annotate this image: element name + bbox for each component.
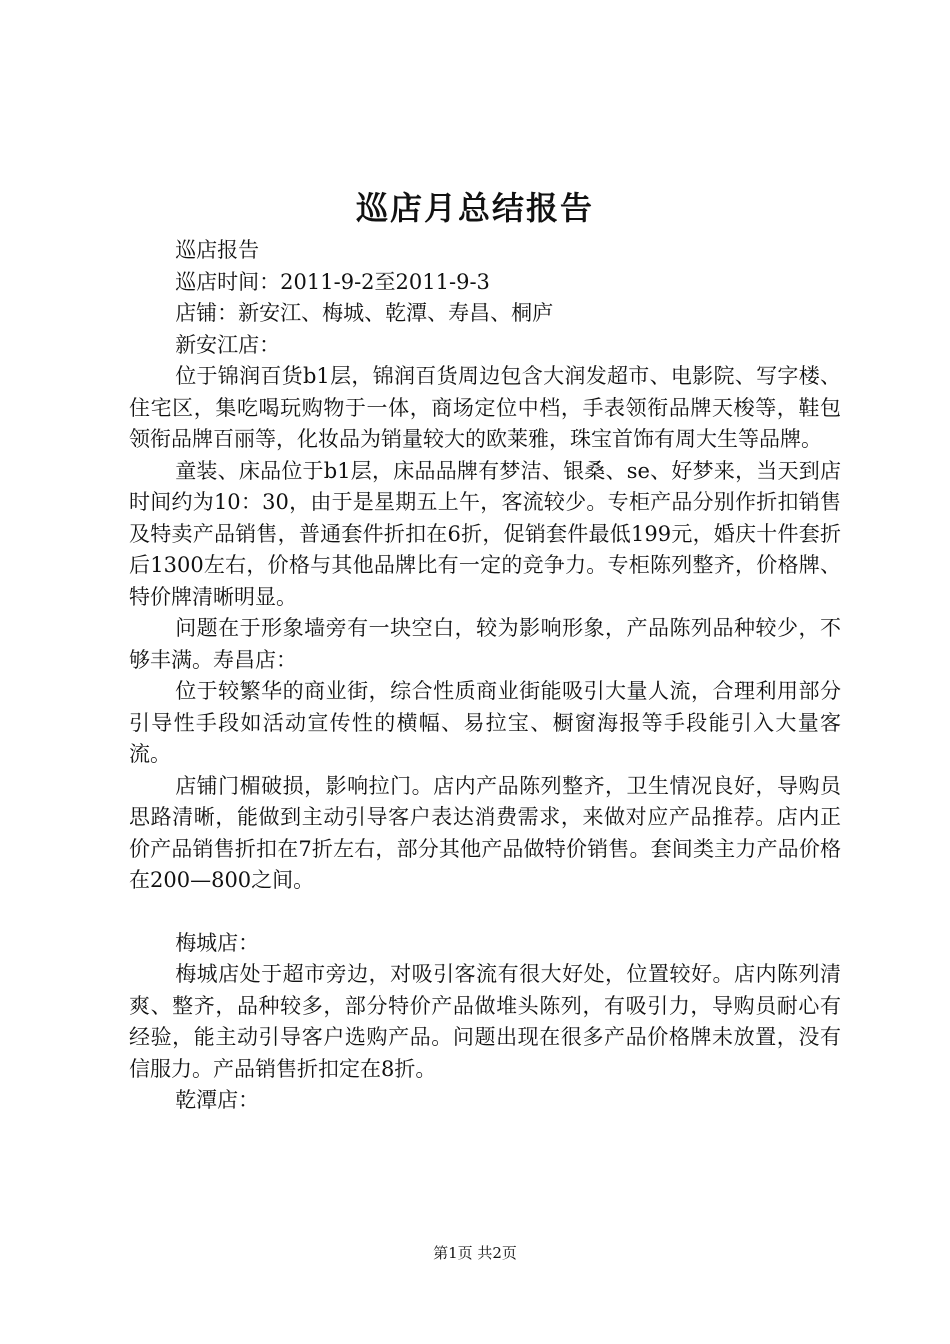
paragraph: 梅城店： [175,930,260,955]
page-footer: 第1页 共2页 [433,1244,517,1262]
paragraph: 乾潭店： [175,1088,260,1112]
paragraph: 店铺门楣破损，影响拉门。店内产品陈列整齐，卫生情况良好，导购员思路清晰，能做到主动引导客户表达消费需求，来做对应产品推荐。店内正价产品销售折扣在7折左右，部分其他产品做特价销售。套间类主力产品价格在200—800之间。 [129,773,841,892]
paragraph: 新安江店： [175,332,281,357]
paragraph: 巡店时间：2011-9-2至2011-9-3 [175,269,490,294]
document-title: 巡店月总结报告 [355,189,594,227]
paragraph: 童装、床品位于b1层，床品品牌有梦洁、银桑、se、好梦来，当天到店时间约为10：30，由于是星期五上午，客流较少。专柜产品分别作折扣销售及特卖产品销售，普通套件折扣在6折，促销套件最低199元，婚庆十件套折后1300左右，价格与其他品牌比有一定的竞争力。专柜陈列整齐，价格牌、特价牌清晰明显。 [129,458,841,609]
document-body [129,235,841,1117]
paragraph: 问题在于形象墙旁有一块空白，较为影响形象，产品陈列品种较少，不够丰满。寿昌店： [129,616,841,672]
paragraph: 位于锦润百货b1层，锦润百货周边包含大润发超市、电影院、写字楼、住宅区，集吃喝玩购物于一体，商场定位中档，手表领衔品牌天梭等，鞋包领衔品牌百丽等，化妆品为销量较大的欧莱雅，珠宝首饰有周大生等品牌。 [129,364,841,451]
paragraph: 梅城店处于超市旁边，对吸引客流有很大好处，位置较好。店内陈列清爽、整齐，品种较多，部分特价产品做堆头陈列，有吸引力，导购员耐心有经验，能主动引导客户选购产品。问题出现在很多产品价格牌未放置，没有信服力。产品销售折扣定在8折。 [129,962,841,1081]
paragraph: 巡店报告 [175,238,260,262]
paragraph: 店铺：新安江、梅城、乾潭、寿昌、桐庐 [175,301,554,325]
paragraph: 位于较繁华的商业街，综合性质商业街能吸引大量人流，合理利用部分引导性手段如活动宣传性的横幅、易拉宝、橱窗海报等手段能引入大量客流。 [129,679,841,766]
